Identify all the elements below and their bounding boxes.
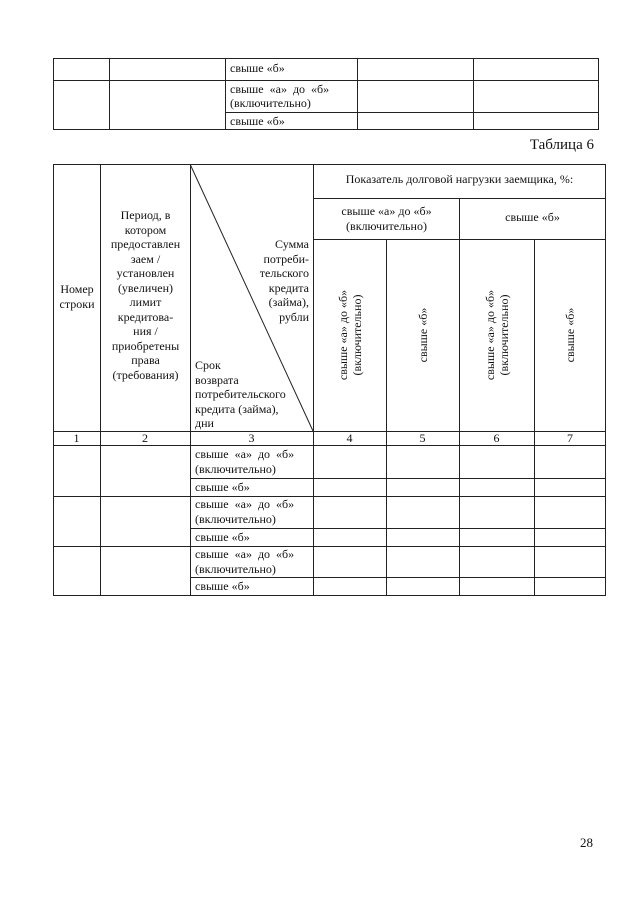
col-number-3: 3: [248, 431, 255, 445]
row1-col3-line1: свыше «а» до «б»: [195, 447, 295, 461]
row3-col3-line2: (включительно): [195, 562, 276, 576]
subheader-col6: свыше «а» до «б» (включительно): [483, 289, 511, 381]
prev-row2-col3-line2: (включительно): [230, 96, 311, 110]
row2-col3-line1: свыше «а» до «б»: [195, 497, 295, 511]
prev-row1-col3: свыше «б»: [230, 61, 285, 75]
row2-col3-over-b: свыше «б»: [195, 530, 250, 544]
row3-col3-line1: свыше «а» до «б»: [195, 547, 295, 561]
header-debt-indicator: Показатель долговой нагрузки заемщика, %:: [345, 172, 574, 186]
subheader-col5: свыше «б»: [416, 307, 430, 363]
row2-col3-line2: (включительно): [195, 512, 276, 526]
header-group-b: свыше «б»: [505, 210, 560, 224]
header-group-a: свыше «а» до «б» (включительно): [341, 204, 432, 233]
row3-col3-over-b: свыше «б»: [195, 579, 250, 593]
col-number-1: 1: [73, 431, 80, 445]
col-number-2: 2: [142, 431, 148, 445]
col-number-7: 7: [567, 431, 573, 445]
header-row-number: Номер строки: [59, 282, 95, 311]
header-loan-sum: Сумма потреби- тельского кредита (займа), рубли: [259, 237, 309, 324]
row1-col3-line2: (включительно): [195, 462, 276, 476]
row1-col3-over-b: свыше «б»: [195, 480, 250, 494]
col-number-5: 5: [419, 431, 426, 445]
col-number-4: 4: [346, 431, 353, 445]
col-number-6: 6: [493, 431, 500, 445]
header-loan-term: Срок возврата потребительского кредита (займа), дни: [195, 358, 286, 430]
prev-row3-col3: свыше «б»: [230, 114, 285, 128]
header-period: Период, в котором предоставлен заем / установлен (увеличен) лимит кредитова- ния / приобретены права (требования): [110, 208, 181, 382]
subheader-col7: свыше «б»: [563, 307, 577, 363]
previous-table: [53, 58, 599, 130]
prev-row2-col3-line1: свыше «а» до «б»: [230, 82, 330, 96]
table-caption: Таблица 6: [529, 137, 594, 153]
table-6: [53, 164, 606, 596]
subheader-col4: свыше «а» до «б» (включительно): [336, 289, 364, 381]
page-number: 28: [580, 835, 593, 850]
